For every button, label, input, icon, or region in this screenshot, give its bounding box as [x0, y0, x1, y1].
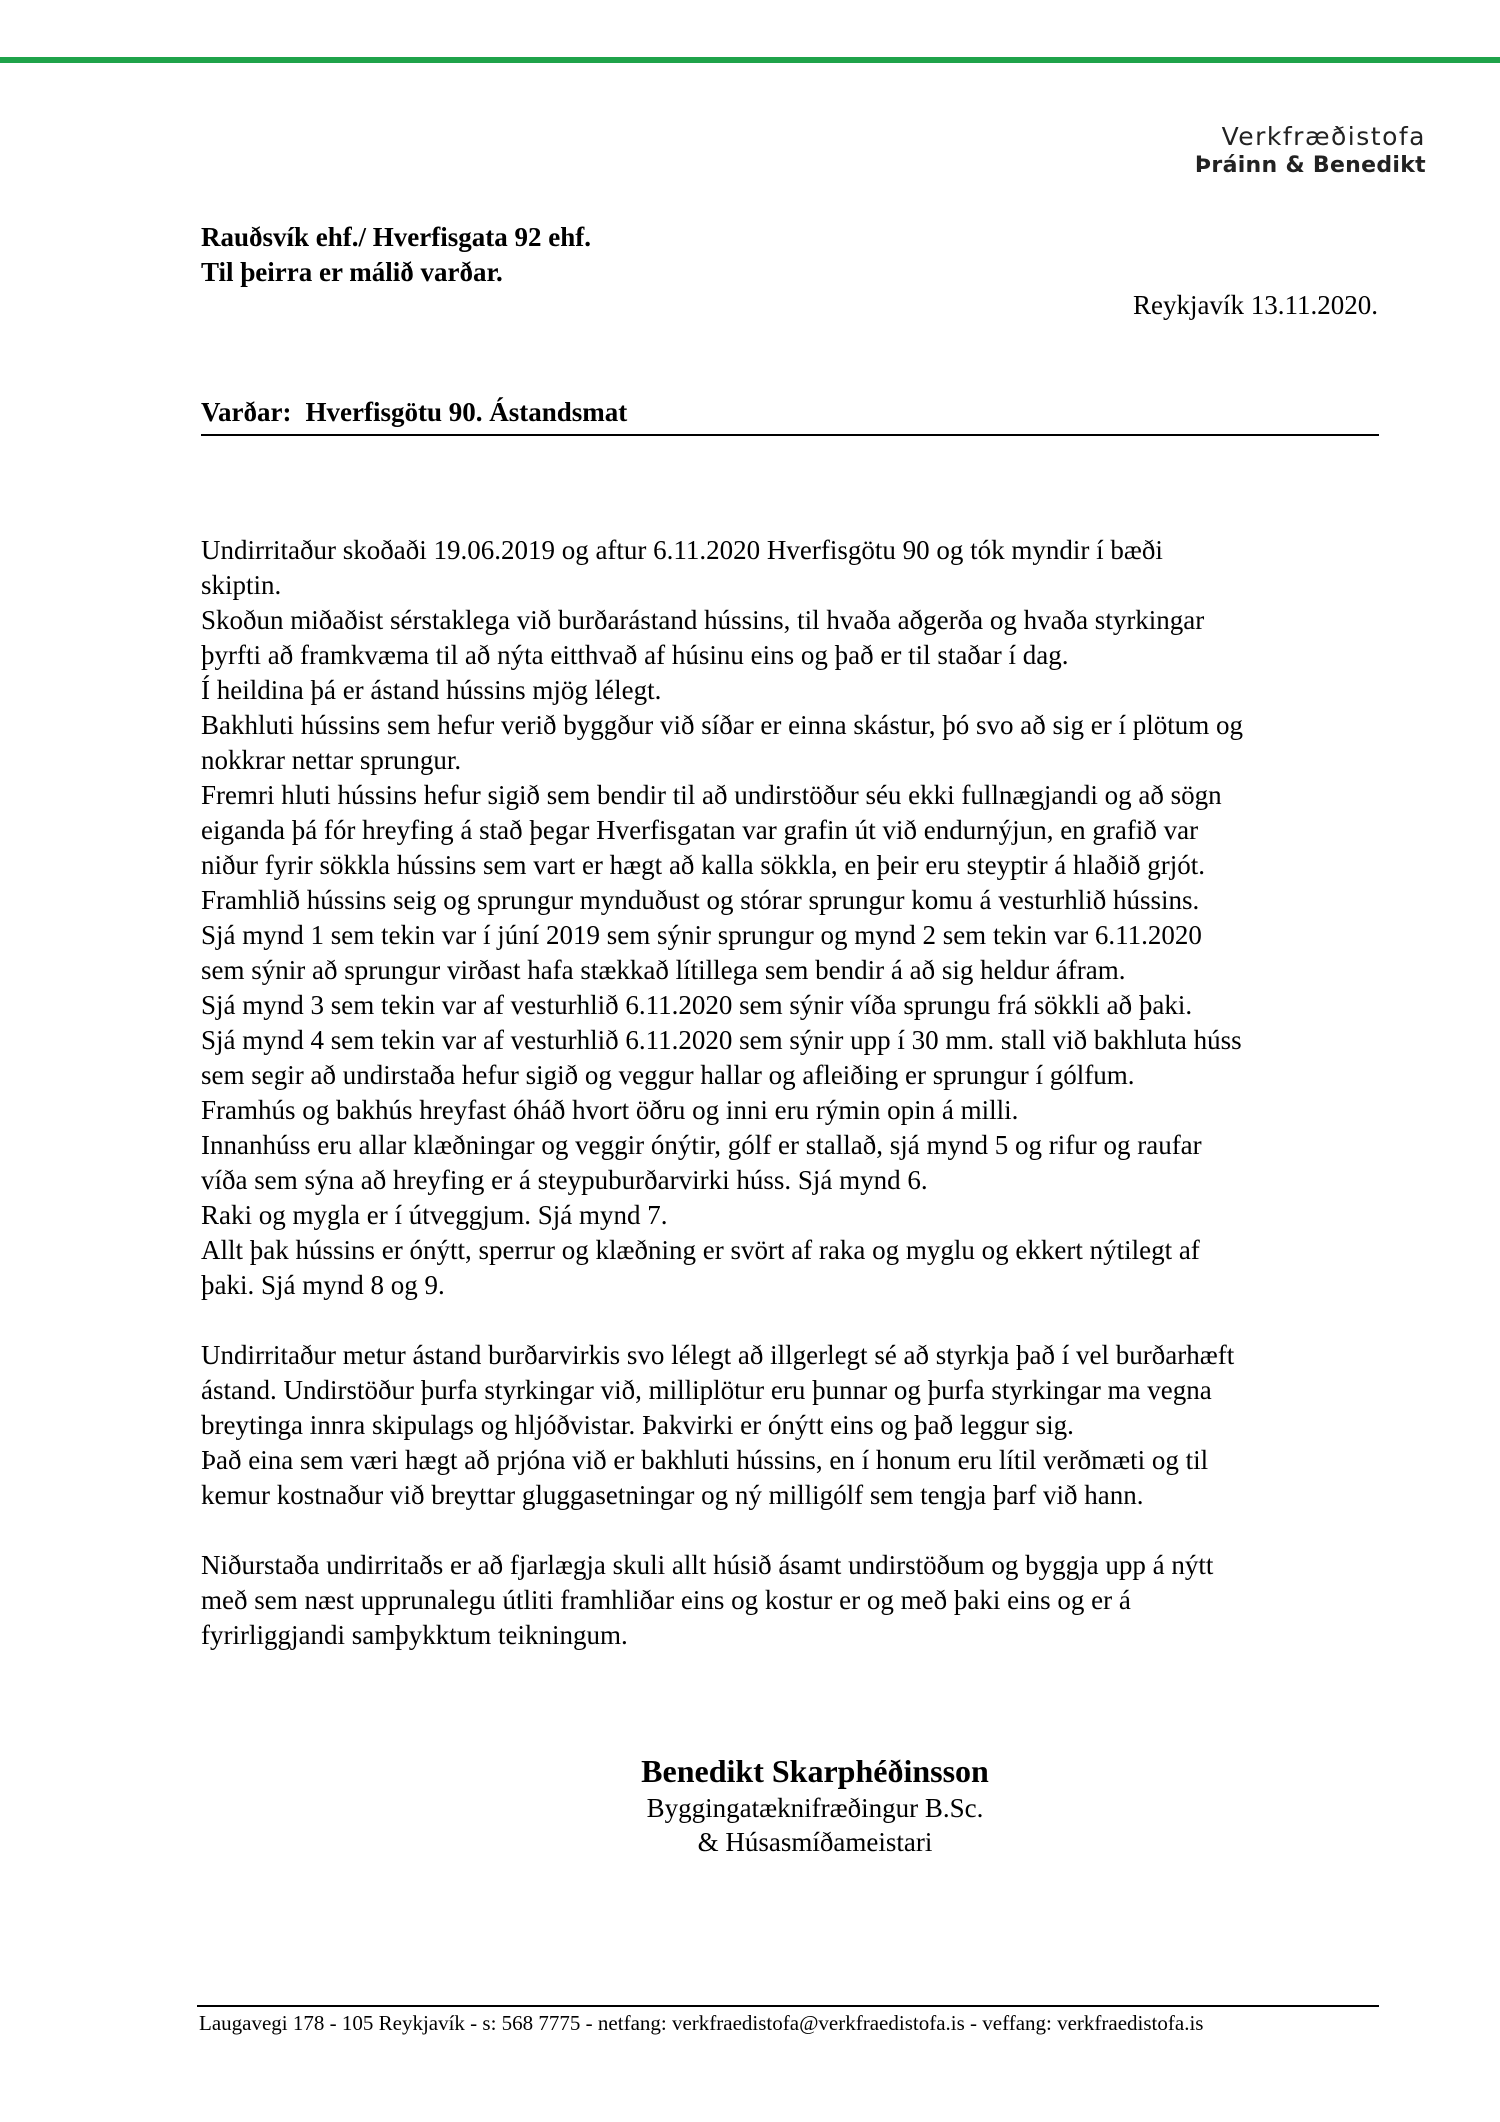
body-line: Í heildina þá er ástand hússins mjög lélegt. — [201, 675, 662, 705]
body-line: Sjá mynd 1 sem tekin var í júní 2019 sem sýnir sprungur og mynd 2 sem tekin var 6.11.2020 — [201, 920, 1202, 950]
body-line: Innanhúss eru allar klæðningar og veggir ónýtir, gólf er stallað, sjá mynd 5 og rifur og raufar — [201, 1130, 1202, 1160]
body-line: Framhús og bakhús hreyfast óháð hvort öðru og inni eru rýmin opin á milli. — [201, 1095, 1019, 1125]
body-line: Fremri hluti hússins hefur sigið sem bendir til að undirstöður séu ekki fullnægjandi og að sögn — [201, 780, 1222, 810]
recipient-block — [201, 220, 591, 290]
subject-label: Varðar: — [201, 397, 292, 427]
body-line: Sjá mynd 4 sem tekin var af vesturhlið 6.11.2020 sem sýnir upp í 30 mm. stall við bakhluta húss — [201, 1025, 1242, 1055]
paragraph-gap — [201, 1513, 1386, 1548]
footer-rule — [197, 2005, 1379, 2007]
body-line: Raki og mygla er í útveggjum. Sjá mynd 7. — [201, 1200, 668, 1230]
body-line: skiptin. — [201, 570, 282, 600]
body-line: Það eina sem væri hægt að prjóna við er bakhluti hússins, en í honum eru lítil verðmæti og til — [201, 1445, 1209, 1475]
header-accent-rule — [0, 57, 1500, 63]
footer-contact: Laugavegi 178 - 105 Reykjavík - s: 568 7775 - netfang: verkfraedistofa@verkfraedistofa.is - veffang: verkfraedistofa.is — [199, 2011, 1204, 2035]
body-line: Niðurstaða undirritaðs er að fjarlægja skuli allt húsið ásamt undirstöðum og byggja upp á nýtt — [201, 1550, 1214, 1580]
body-line: breytinga innra skipulags og hljóðvistar. Þakvirki er ónýtt eins og það leggur sig. — [201, 1410, 1074, 1440]
body-line: ástand. Undirstöður þurfa styrkingar við, milliplötur eru þunnar og þurfa styrkingar ma vegna — [201, 1375, 1212, 1405]
recipient-line-1: Rauðsvík ehf./ Hverfisgata 92 ehf. — [201, 222, 591, 252]
paragraph-gap — [201, 1303, 1386, 1338]
subject-text: Hverfisgötu 90. Ástandsmat — [305, 397, 628, 427]
letter-body — [201, 533, 1386, 1653]
signatory-title-2: & Húsasmíðameistari — [697, 1827, 933, 1857]
logo-line-2: Þráinn & Benedikt — [1194, 153, 1426, 178]
body-line: þyrfti að framkvæma til að nýta eitthvað af húsinu eins og það er til staðar í dag. — [201, 640, 1069, 670]
subject-line — [201, 395, 1379, 436]
body-line: með sem næst upprunalegu útliti framhliðar eins og kostur er og með þaki eins og er á — [201, 1585, 1131, 1615]
company-logo — [1195, 122, 1426, 180]
body-line: sem segir að undirstaða hefur sigið og veggur hallar og afleiðing er sprungur í gólfum. — [201, 1060, 1135, 1090]
body-line: víða sem sýna að hreyfing er á steypuburðarvirki húss. Sjá mynd 6. — [201, 1165, 928, 1195]
body-line: Allt þak hússins er ónýtt, sperrur og klæðning er svört af raka og myglu og ekkert nýtilegt af — [201, 1235, 1200, 1265]
body-line: kemur kostnaður við breyttar gluggasetningar og ný milligólf sem tengja þarf við hann. — [201, 1480, 1144, 1510]
body-line: Skoðun miðaðist sérstaklega við burðarástand hússins, til hvaða aðgerða og hvaða styrkingar — [201, 605, 1205, 635]
recipient-line-2: Til þeirra er málið varðar. — [201, 257, 503, 287]
signatory-title-1: Byggingatæknifræðingur B.Sc. — [646, 1793, 984, 1823]
body-line: Undirritaður skoðaði 19.06.2019 og aftur 6.11.2020 Hverfisgötu 90 og tók myndir í bæði — [201, 535, 1163, 565]
body-line: niður fyrir sökkla hússins sem vart er hægt að kalla sökkla, en þeir eru steyptir á hlaðið grjót. — [201, 850, 1206, 880]
signatory-name: Benedikt Skarphéðinsson — [641, 1753, 989, 1789]
letter-date: Reykjavík 13.11.2020. — [1133, 290, 1378, 320]
body-line: Sjá mynd 3 sem tekin var af vesturhlið 6.11.2020 sem sýnir víða sprungu frá sökkli að þaki. — [201, 990, 1193, 1020]
body-line: Framhlið hússins seig og sprungur mynduðust og stórar sprungur komu á vesturhlið hússins. — [201, 885, 1200, 915]
signature-block — [600, 1751, 1030, 1859]
body-line: Bakhluti hússins sem hefur verið byggður við síðar er einna skástur, þó svo að sig er í plötum og — [201, 710, 1244, 740]
body-line: nokkrar nettar sprungur. — [201, 745, 462, 775]
body-line: fyrirliggjandi samþykktum teikningum. — [201, 1620, 628, 1650]
body-line: sem sýnir að sprungur virðast hafa stækkað lítillega sem bendir á að sig heldur áfram. — [201, 955, 1126, 985]
logo-line-1: Verkfræðistofa — [1221, 122, 1426, 151]
paragraph-3 — [201, 1548, 1386, 1653]
body-line: þaki. Sjá mynd 8 og 9. — [201, 1270, 445, 1300]
body-line: eiganda þá fór hreyfing á stað þegar Hverfisgatan var grafin út við endurnýjun, en grafið var — [201, 815, 1199, 845]
paragraph-1 — [201, 533, 1386, 1303]
paragraph-2 — [201, 1338, 1386, 1513]
body-line: Undirritaður metur ástand burðarvirkis svo lélegt að illgerlegt sé að styrkja það í vel burðarhæft — [201, 1340, 1235, 1370]
